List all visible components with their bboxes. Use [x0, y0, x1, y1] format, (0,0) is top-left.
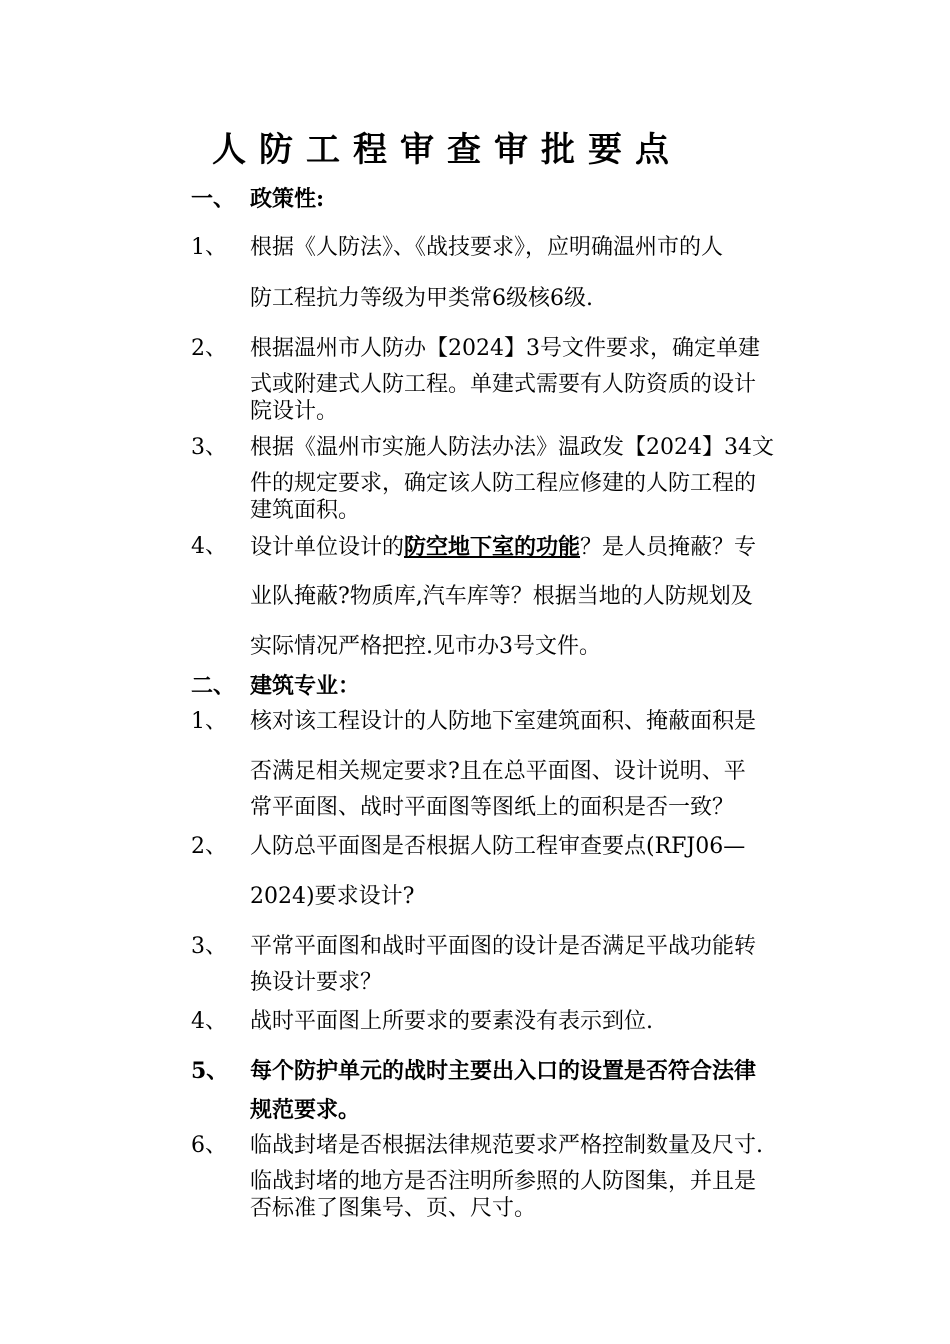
item-text-line [250, 532, 756, 563]
page-title: 人防工程审查审批要点 [212, 130, 682, 170]
item-text-line: 核对该工程设计的人防地下室建筑面积、掩蔽面积是 [250, 709, 757, 734]
item-marker: 2、 [191, 834, 227, 859]
item-text-line: 规范要求。 [250, 1097, 361, 1123]
section-heading: 建筑专业： [250, 673, 361, 699]
item-text-line: 否标准了图集号、页、尺寸。 [250, 1196, 537, 1221]
item-text-line: 否满足相关规定要求?且在总平面图、设计说明、平 [250, 759, 746, 784]
item-text-line: 式或附建式人防工程。单建式需要有人防资质的设计 [250, 372, 757, 397]
section-marker: 一、 [191, 186, 236, 212]
section-heading: 政策性: [250, 186, 325, 212]
item-text-line: 根据温州市人防办【2024】3号文件要求，确定单建 [250, 336, 760, 361]
item-text-line: 根据《温州市实施人防法办法》温政发【2024】34文 [250, 435, 774, 460]
item-marker: 4、 [191, 534, 227, 559]
item-text-segment: 设计单位设计的 [250, 535, 405, 560]
underlined-keyword: 防空地下室的功能 [404, 534, 581, 560]
item-text-line: 临战封堵的地方是否注明所参照的人防图集，并且是 [250, 1169, 757, 1194]
item-marker: 3、 [191, 435, 227, 460]
item-text-line: 人防总平面图是否根据人防工程审查要点(RFJ06— [250, 834, 746, 859]
item-text-line: 换设计要求？ [250, 970, 383, 995]
item-text-line: 根据《人防法》、《战技要求》，应明确温州市的人 [250, 235, 724, 260]
item-text-line: 每个防护单元的战时主要出入口的设置是否符合法律 [250, 1058, 757, 1084]
item-marker: 1、 [191, 235, 227, 260]
item-text-line: 件的规定要求，确定该人防工程应修建的人防工程的 [250, 471, 757, 496]
item-marker: 5、 [191, 1058, 229, 1084]
item-marker: 6、 [191, 1133, 227, 1158]
item-text-line: 临战封堵是否根据法律规范要求严格控制数量及尺寸. [250, 1133, 763, 1158]
item-text-line: 院设计。 [250, 399, 339, 424]
item-text-segment: ？是人员掩蔽？专 [580, 535, 757, 560]
section-marker: 二、 [191, 673, 236, 699]
item-marker: 3、 [191, 934, 227, 959]
item-text-line: 建筑面积。 [250, 498, 361, 523]
item-text-line: 实际情况严格把控.见市办3号文件。 [250, 634, 601, 659]
item-text-line: 战时平面图上所要求的要素没有表示到位. [250, 1009, 653, 1034]
item-text-line: 常平面图、战时平面图等图纸上的面积是否一致？ [250, 795, 735, 820]
item-text-line: 平常平面图和战时平面图的设计是否满足平战功能转 [250, 934, 757, 959]
item-text-line: 2024)要求设计? [250, 884, 415, 909]
item-text-line: 防工程抗力等级为甲类常6级核6级. [250, 286, 593, 311]
item-marker: 2、 [191, 336, 227, 361]
item-marker: 1、 [191, 709, 227, 734]
item-text-line: 业队掩蔽?物质库,汽车库等？根据当地的人防规划及 [250, 584, 753, 609]
item-marker: 4、 [191, 1009, 227, 1034]
